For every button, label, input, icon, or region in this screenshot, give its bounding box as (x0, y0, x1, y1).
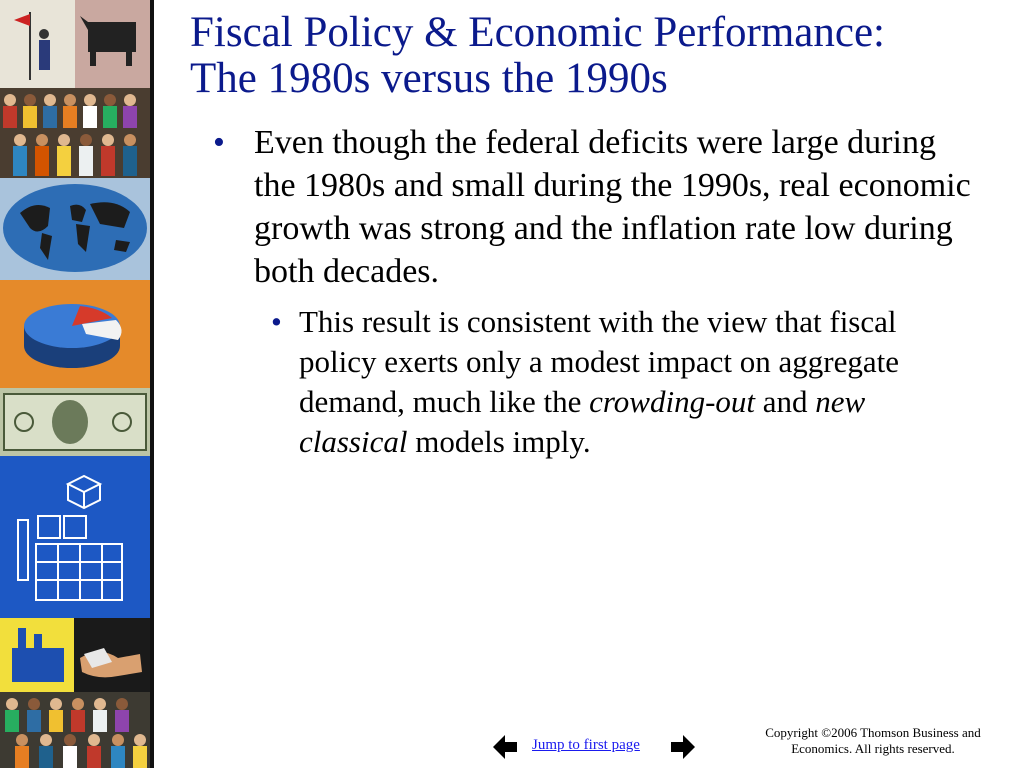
dollar-bill-illustration (0, 388, 150, 456)
businessman-flag-illustration (0, 0, 150, 88)
bullet-main-text: Even though the federal deficits were large during the 1980s and small during the 1990s, real economic growth was strong and the inflation rate low during both decades. (254, 124, 971, 290)
building-blocks-illustration (0, 456, 150, 618)
decorative-strip (0, 0, 150, 768)
crowd-illustration (0, 88, 150, 178)
sub-text-part1: This result is consistent with the view that fiscal policy exerts only a modest impact on aggregate demand, much like the (299, 304, 900, 419)
bullet-sub-text (299, 302, 959, 462)
strip-divider (150, 0, 154, 768)
slide-title (190, 10, 1010, 102)
slide-title-line2: The 1980s versus the 1990s (190, 55, 668, 102)
arrow-left-icon[interactable] (492, 734, 518, 760)
factory-handshake-illustration (0, 618, 150, 692)
copyright-line2: Economics. All rights reserved. (791, 741, 955, 756)
slide-title-line1: Fiscal Policy & Economic Performance: (190, 9, 885, 56)
sub-bullet-marker: • (271, 304, 282, 339)
copyright-notice (743, 725, 1003, 757)
bullet-marker: • (213, 124, 225, 161)
crowd-bottom-illustration (0, 692, 150, 768)
crowding-out-term: crowding-out (589, 384, 756, 419)
new-classical-term: new classical (299, 384, 866, 459)
sub-text-part3: models imply. (407, 424, 591, 459)
pie-chart-illustration (0, 280, 150, 388)
arrow-right-icon[interactable] (670, 734, 696, 760)
world-map-illustration (0, 178, 150, 280)
sub-text-part2: and (755, 384, 816, 419)
copyright-line1: Copyright ©2006 Thomson Business and (765, 725, 981, 740)
jump-to-first-page-link[interactable]: Jump to first page (532, 737, 640, 753)
